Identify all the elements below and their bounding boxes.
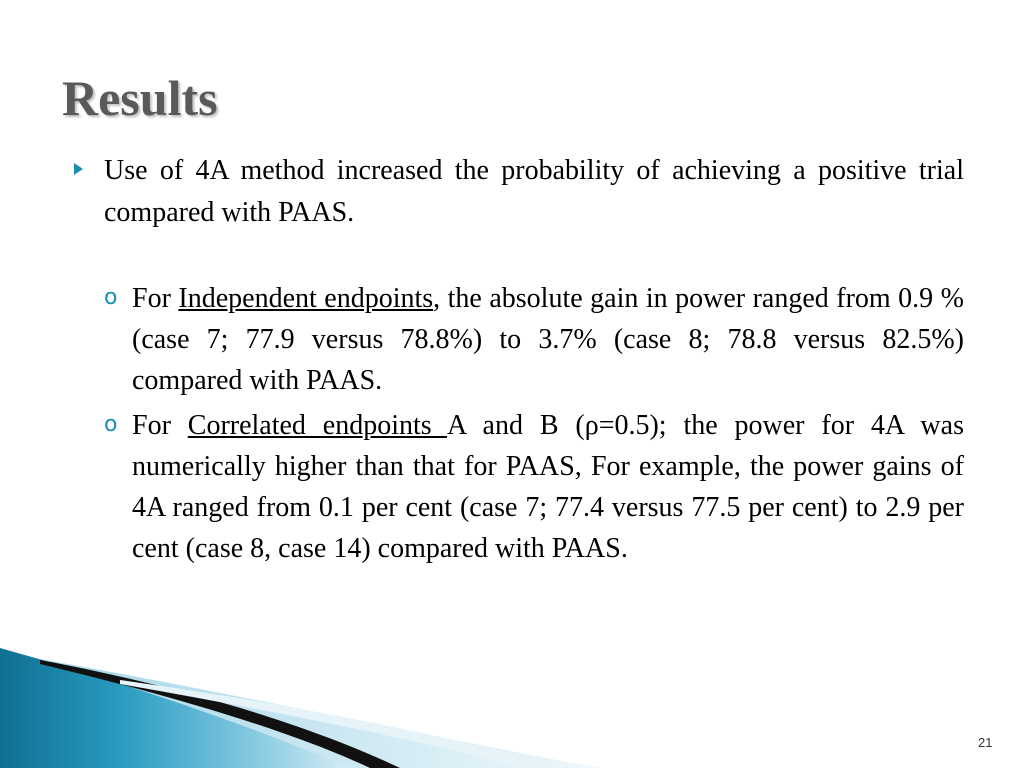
slide-title: Results (62, 70, 218, 126)
sub-bullet-prefix: For (132, 283, 179, 314)
sub-bullet-prefix: For (132, 410, 188, 441)
bullet-text: Use of 4A method increased the probability of achieving a positive trial compared with PAAS. (104, 155, 964, 228)
sub-bullet-rest: , the absolute gain in power ranged from 0.9 % (case 7; 77.9 versus 78.8%) to 3.7% (case 8; 78.8 versus 82.5%) compared with PAAS. (132, 283, 964, 396)
page-number: 21 (978, 735, 993, 750)
sub-bullet-rest: A and B (ρ=0.5); the power for 4A was numerically higher than that for PAAS, For example, the power gains of 4A ranged from 0.1 per cent (case 7; 77.4 versus 77.5 per cent) to 2.9 per cent (case 8, case 14) compared with PAAS. (132, 410, 964, 564)
circle-bullet-icon: o (104, 285, 118, 310)
underlined-term: Correlated endpoints (187, 410, 448, 441)
circle-bullet-icon: o (104, 412, 118, 437)
underlined-term: Independent endpoints (178, 283, 434, 314)
